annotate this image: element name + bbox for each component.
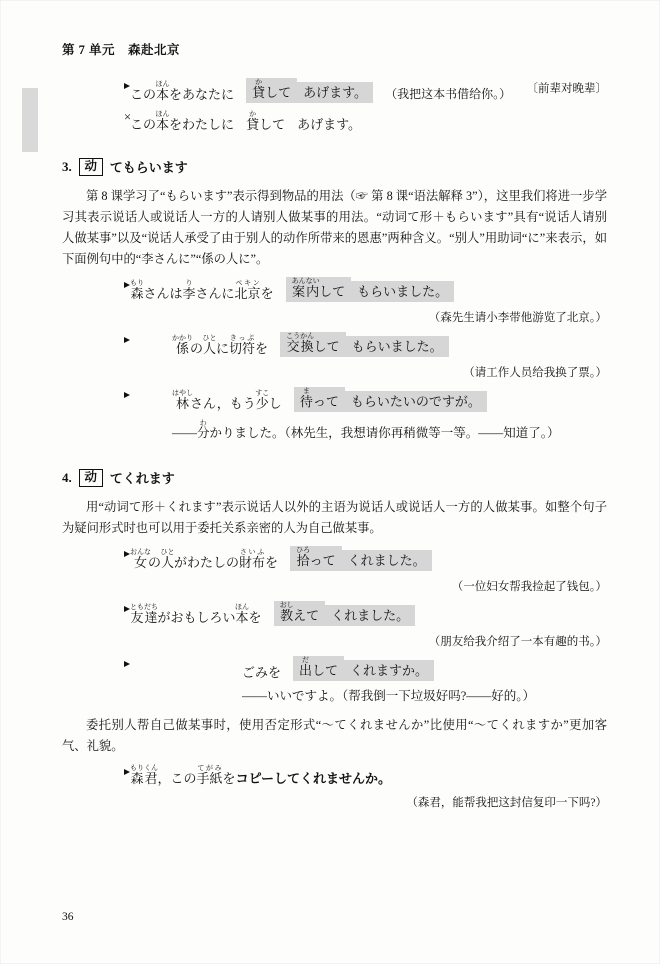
example-followup: ——いいですよ。（帮我倒一下垃圾好吗?——好的。） (242, 689, 536, 703)
highlight-verb: 出だして (293, 656, 344, 681)
verb-text: 貸かして (246, 110, 286, 132)
pos-box-verb: 动 (79, 158, 103, 176)
page-edge-marker (22, 88, 38, 152)
example-row (62, 277, 607, 302)
highlight-aux: あげます。 (297, 82, 373, 103)
example-translation: （我把这本书借给你。） (385, 87, 512, 101)
section-title: てもらいます (109, 160, 188, 175)
page-header: 第 7 单元 森赴北京 (62, 43, 181, 57)
example-translation: （森先生请小李带他游览了北京。） (428, 312, 607, 324)
example-text: 係かかりの人ひとに切符きっぷを (172, 334, 269, 356)
example-row (62, 601, 607, 626)
section-paragraph-2: 委托别人帮自己做某事时，使用否定形式“～てくれませんか”比使用“～てくれますか”更加客气、礼貌。 (62, 718, 607, 753)
section-number: 4. (62, 469, 72, 485)
example-row (62, 332, 607, 357)
highlight-verb: 案内あんないして (286, 277, 352, 302)
example-translation: （森君，能帮我把这封信复印一下吗?） (406, 797, 607, 809)
example-row (62, 764, 607, 787)
example-text: この本ほんをあなたに (130, 80, 235, 102)
bullet-triangle-icon (124, 83, 130, 89)
example-text: 女おんなの人ひとがわたしの財布さいふを (130, 548, 279, 570)
bullet-triangle-icon (124, 769, 130, 775)
highlight-verb: 教おしえて (274, 601, 326, 626)
section-4 (62, 468, 607, 810)
example-translation: （请工作人员给我换了票。） (463, 367, 607, 379)
highlight-aux: くれました。 (342, 550, 432, 571)
example-row (62, 546, 607, 571)
highlight-aux: もらいたいのですが。 (345, 391, 487, 412)
example-followup: ——分わかりました。（林先生，我想请你再稍微等一等。——知道了。） (172, 419, 560, 440)
bullet-triangle-icon (124, 337, 130, 343)
page-number: 36 (62, 911, 74, 923)
example-text: 森君もりくん，この手紙てがみを (130, 764, 236, 786)
pos-box-verb: 动 (79, 469, 103, 487)
example-row (62, 110, 607, 133)
bullet-triangle-icon (124, 282, 130, 288)
section-paragraph: 用“动词て形＋くれます”表示说话人以外的主语为说话人或说话人一方的人做某事。如整个句子为疑问形式时也可以用于委托关系亲密的人为自己做某事。 (62, 500, 607, 535)
bullet-triangle-icon (124, 661, 130, 667)
section-heading (62, 468, 607, 487)
highlight-verb: 待まって (294, 387, 345, 412)
example-text: 友達ともだちがおもしろい本ほんを (130, 603, 262, 625)
highlight-verb: 貸かして (246, 78, 297, 103)
usage-tag: 〔前辈对晚辈〕 (526, 83, 607, 95)
section-3 (62, 157, 607, 442)
page-content (62, 40, 607, 810)
section-title: てくれます (109, 471, 175, 486)
example-text: ごみを (242, 665, 282, 680)
bullet-triangle-icon (124, 392, 130, 398)
example-row (62, 387, 607, 412)
example-text: 林はやしさん，もう少すこし (172, 389, 282, 411)
example-text: この本ほんをわたしに (130, 110, 235, 132)
example-translation: （一位妇女帮我捡起了钱包。） (451, 581, 607, 593)
highlight-verb: 交換こうかんして (280, 332, 346, 357)
section-number: 3. (62, 158, 72, 174)
highlight-aux: もらいました。 (346, 336, 449, 357)
aux-text: あげます。 (297, 117, 362, 132)
example-row (62, 78, 607, 103)
bullet-triangle-icon (124, 551, 130, 557)
example-translation: （朋友给我介绍了一本有趣的书。） (428, 636, 607, 648)
cross-mark-icon: × (124, 110, 132, 124)
section-paragraph: 第 8 课学习了“もらいます”表示得到物品的用法（☞ 第 8 课“语法解释 3”），这里我们将进一步学习其表示说话人或说话人一方的人请别人做某事的用法。“动词て形＋もらいます”具有“说话人请别人做某事”以及“说话人承受了由于别人的动作所带来的恩惠”两种含义。“别人”用助词“に”来表示，如下面例句中的“李さんに”“係の人に”。 (62, 189, 607, 266)
highlight-aux: もらいました。 (351, 281, 454, 302)
highlight-aux: くれますか。 (344, 660, 434, 681)
bullet-triangle-icon (124, 606, 130, 612)
highlight-verb: 拾ひろって (290, 546, 342, 571)
example-text: 森もりさんは李りさんに北京ペキンを (130, 279, 274, 301)
section-heading (62, 157, 607, 176)
example-row (62, 656, 607, 681)
example-bold-part: コピーしてくれませんか。 (235, 771, 392, 786)
highlight-aux: くれました。 (325, 605, 415, 626)
